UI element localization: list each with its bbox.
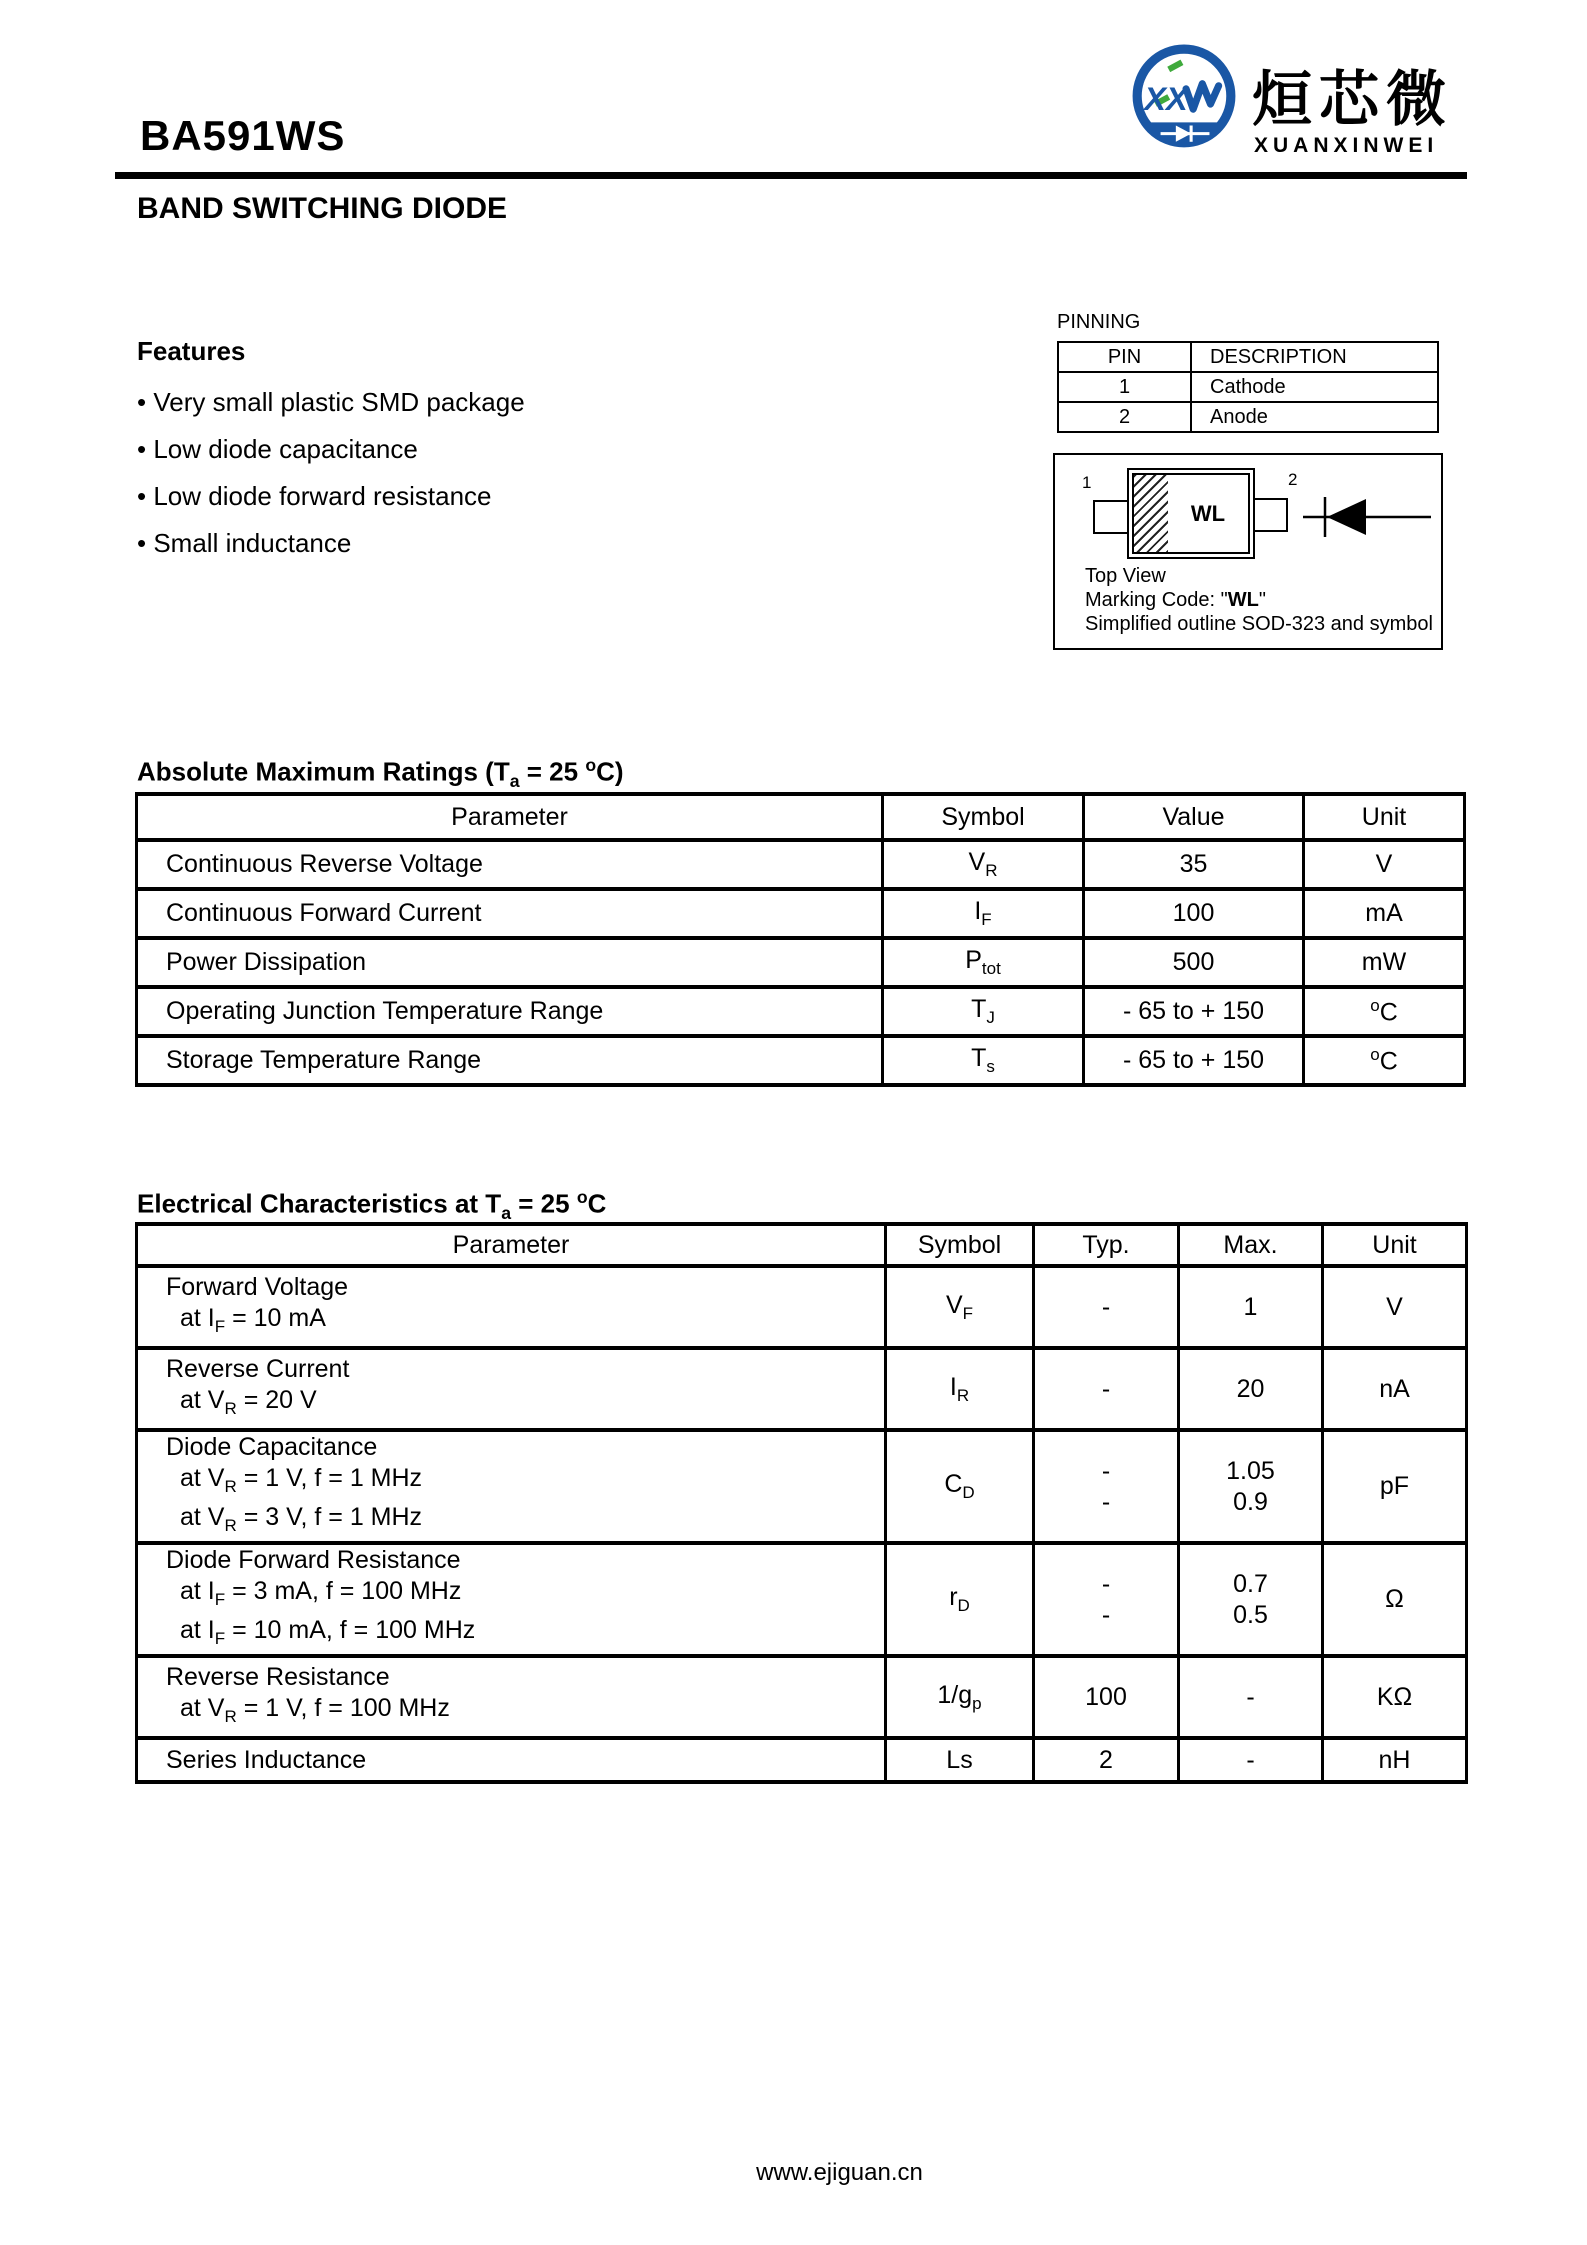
- logo-mark-icon: [1128, 42, 1240, 154]
- typ-cell: 100: [1034, 1656, 1179, 1738]
- page-subtitle: BAND SWITCHING DIODE: [137, 192, 507, 225]
- header-rule: [115, 172, 1467, 179]
- parameter-cell: Reverse Current at $V_R = 20$ V: [137, 1348, 886, 1430]
- pin-table-row: [1058, 372, 1438, 402]
- cathode-hatch-band: [1134, 475, 1168, 552]
- value-cell: 100: [1084, 889, 1304, 938]
- col-header-value: Value: [1084, 794, 1304, 840]
- logo-chinese-name: 烜芯微: [1252, 66, 1453, 133]
- max-cell: 20: [1179, 1348, 1323, 1430]
- marking-code: WL: [1190, 500, 1226, 526]
- ec-header-row: [137, 1224, 1467, 1266]
- feature-item: • Very small plastic SMD package: [137, 379, 525, 426]
- symbol-cell: $V_F$: [886, 1266, 1034, 1348]
- features-heading: Features: [137, 336, 246, 366]
- pin1-lead: [1093, 500, 1129, 534]
- description-column-header: DESCRIPTION: [1191, 342, 1438, 372]
- pin-table: [1057, 341, 1439, 433]
- value-cell: 35: [1084, 840, 1304, 889]
- pin-number-cell: 1: [1058, 372, 1191, 402]
- value-cell: 500: [1084, 938, 1304, 987]
- feature-item: • Low diode forward resistance: [137, 473, 525, 520]
- unit-cell: V: [1304, 840, 1465, 889]
- pin-description-cell: Anode: [1191, 402, 1438, 432]
- feature-item: • Low diode capacitance: [137, 426, 525, 473]
- unit-cell: nH: [1323, 1738, 1467, 1782]
- unit-cell: $^o$C: [1304, 987, 1465, 1036]
- value-cell: - 65 to + 150: [1084, 987, 1304, 1036]
- col-header-max: Max.: [1179, 1224, 1323, 1266]
- parameter-cell: Power Dissipation: [137, 938, 883, 987]
- amr-row: [137, 840, 1465, 889]
- svg-text:XX: XX: [1144, 81, 1188, 118]
- pin2-lead: [1255, 498, 1288, 532]
- features-list: [137, 379, 525, 567]
- amr-row: [137, 889, 1465, 938]
- col-header-parameter: Parameter: [137, 1224, 886, 1266]
- symbol-cell: Ls: [886, 1738, 1034, 1782]
- pin-table-header-row: [1058, 342, 1438, 372]
- max-cell: -: [1179, 1656, 1323, 1738]
- pin2-label: 2: [1288, 470, 1298, 489]
- parameter-cell: Series Inductance: [137, 1738, 886, 1782]
- pin-description-cell: Cathode: [1191, 372, 1438, 402]
- ec-heading: Electrical Characteristics at $T_a = 25$ $^o$C: [137, 1187, 607, 1223]
- feature-item: • Small inductance: [137, 520, 525, 567]
- ec-row: [137, 1543, 1467, 1656]
- unit-cell: mW: [1304, 938, 1465, 987]
- col-header-symbol: Symbol: [886, 1224, 1034, 1266]
- package-caption-line: Marking Code: "WL": [1085, 589, 1266, 611]
- symbol-cell: $C_D$: [886, 1430, 1034, 1543]
- pinning-heading: PINNING: [1057, 311, 1141, 333]
- parameter-cell: Continuous Forward Current: [137, 889, 883, 938]
- amr-table: [135, 792, 1466, 1087]
- parameter-cell: Diode Forward Resistance at $I_F = 3$ mA, f = 100 MHz at $I_F = 10$ mA, f = 100 MHz: [137, 1543, 886, 1656]
- features-section: [137, 336, 525, 567]
- amr-row: [137, 938, 1465, 987]
- ec-row: [137, 1656, 1467, 1738]
- col-header-symbol: Symbol: [883, 794, 1084, 840]
- symbol-cell: $1/g_p$: [886, 1656, 1034, 1738]
- col-header-parameter: Parameter: [137, 794, 883, 840]
- amr-heading: Absolute Maximum Ratings ($T_a = 25$ $^o$C): [137, 755, 624, 791]
- ec-row: [137, 1348, 1467, 1430]
- typ-cell: -: [1034, 1266, 1179, 1348]
- unit-cell: mA: [1304, 889, 1465, 938]
- unit-cell: pF: [1323, 1430, 1467, 1543]
- symbol-cell: $T_s$: [883, 1036, 1084, 1085]
- parameter-cell: Continuous Reverse Voltage: [137, 840, 883, 889]
- parameter-cell: Diode Capacitance at $V_R = 1$ V, f = 1 MHz at $V_R = 3$ V, f = 1 MHz: [137, 1430, 886, 1543]
- max-cell: 1: [1179, 1266, 1323, 1348]
- parameter-cell: Storage Temperature Range: [137, 1036, 883, 1085]
- max-cell: 1.05 0.9: [1179, 1430, 1323, 1543]
- unit-cell: V: [1323, 1266, 1467, 1348]
- symbol-cell: $T_J$: [883, 987, 1084, 1036]
- package-figure: [1053, 453, 1443, 650]
- ec-row: [137, 1738, 1467, 1782]
- amr-header-row: [137, 794, 1465, 840]
- symbol-cell: $V_R$: [883, 840, 1084, 889]
- pin-table-row: [1058, 402, 1438, 432]
- max-cell: 0.7 0.5: [1179, 1543, 1323, 1656]
- col-header-unit: Unit: [1323, 1224, 1467, 1266]
- col-header-typ: Typ.: [1034, 1224, 1179, 1266]
- ec-table: [135, 1222, 1468, 1784]
- package-caption-line: Simplified outline SOD-323 and symbol: [1085, 613, 1433, 635]
- symbol-cell: $P_{tot}$: [883, 938, 1084, 987]
- col-header-unit: Unit: [1304, 794, 1465, 840]
- part-number: BA591WS: [140, 112, 346, 159]
- pin-number-cell: 2: [1058, 402, 1191, 432]
- typ-cell: - -: [1034, 1543, 1179, 1656]
- footer-url: www.ejiguan.cn: [756, 2159, 923, 2186]
- ec-row: [137, 1266, 1467, 1348]
- unit-cell: KΩ: [1323, 1656, 1467, 1738]
- parameter-cell: Operating Junction Temperature Range: [137, 987, 883, 1036]
- max-cell: -: [1179, 1738, 1323, 1782]
- ec-row: [137, 1430, 1467, 1543]
- unit-cell: $^o$C: [1304, 1036, 1465, 1085]
- parameter-cell: Reverse Resistance at $V_R = 1$ V, f = 100 MHz: [137, 1656, 886, 1738]
- package-caption-line: Top View: [1085, 565, 1166, 587]
- parameter-cell: Forward Voltage at $I_F = 10$ mA: [137, 1266, 886, 1348]
- unit-cell: Ω: [1323, 1543, 1467, 1656]
- pin-column-header: PIN: [1058, 342, 1191, 372]
- brand-logo: [1128, 42, 1453, 159]
- unit-cell: nA: [1323, 1348, 1467, 1430]
- symbol-cell: $I_R$: [886, 1348, 1034, 1430]
- typ-cell: - -: [1034, 1430, 1179, 1543]
- symbol-cell: $r_D$: [886, 1543, 1034, 1656]
- logo-latin-name: XUANXINWEI: [1254, 134, 1439, 157]
- typ-cell: -: [1034, 1348, 1179, 1430]
- diode-symbol-icon: [1303, 495, 1431, 541]
- amr-row: [137, 1036, 1465, 1085]
- package-captions: [1085, 564, 1433, 636]
- value-cell: - 65 to + 150: [1084, 1036, 1304, 1085]
- typ-cell: 2: [1034, 1738, 1179, 1782]
- symbol-cell: $I_F$: [883, 889, 1084, 938]
- package-body: [1127, 468, 1255, 559]
- pin1-label: 1: [1082, 473, 1092, 492]
- amr-row: [137, 987, 1465, 1036]
